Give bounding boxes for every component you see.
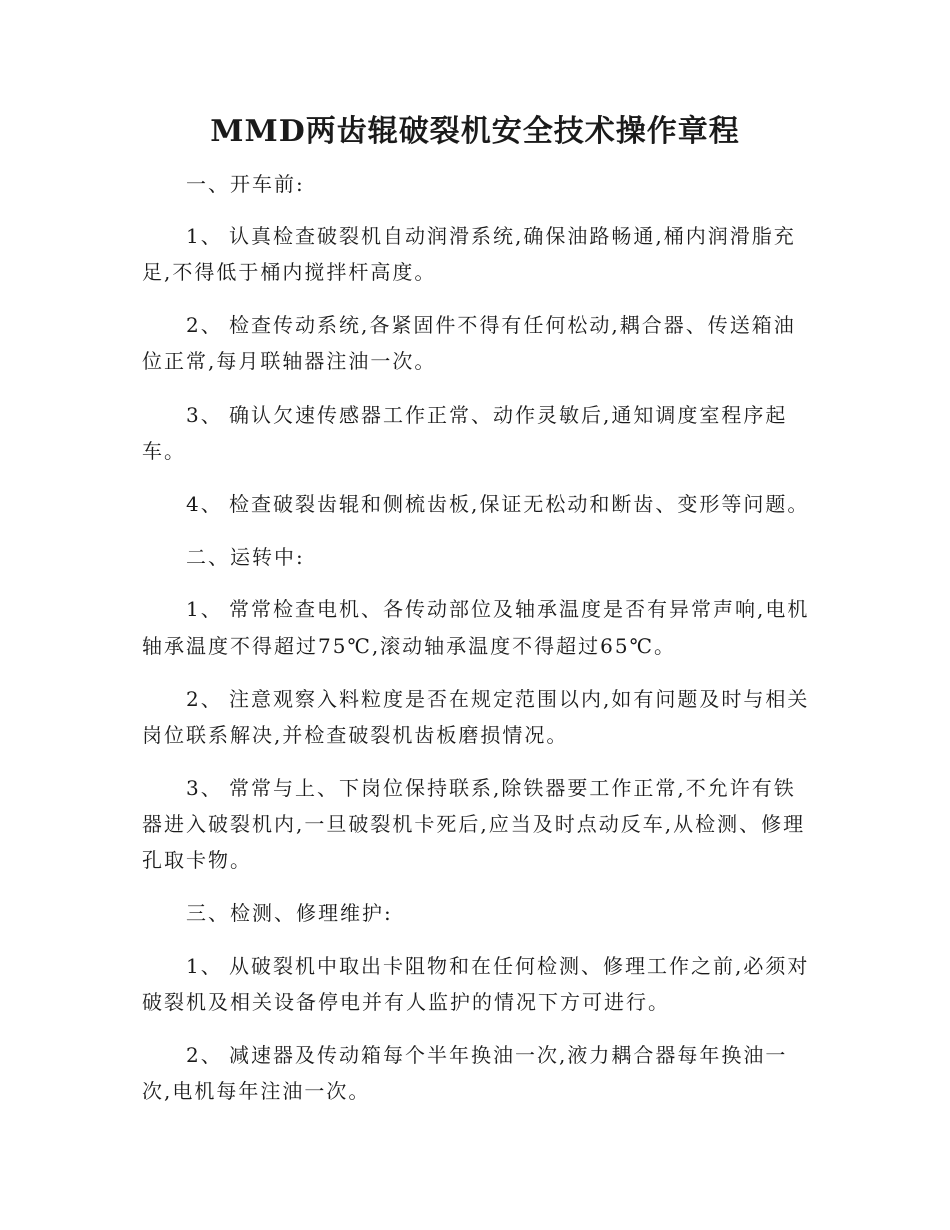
item-number: 4、 [186,492,223,516]
item-text: 确认欠速传感器工作正常、动作灵敏后,通知调度室程序起 [229,403,788,427]
section-heading: 三、检测、修理维护: [186,901,393,925]
item-text: 认真检查破裂机自动润滑系统,确保油路畅通,桶内润滑脂充 [229,224,796,248]
list-item [186,222,796,250]
item-text-continued: 足,不得低于桶内搅拌杆高度。 [142,260,437,284]
item-text-continued: 轴承温度不得超过75℃,滚动轴承温度不得超过65℃。 [142,634,677,658]
list-item [186,311,796,339]
item-text: 减速器及传动箱每个半年换油一次,液力耦合器每年换油一 [229,1043,788,1067]
item-text-continued: 岗位联系解决,并检查破裂机齿板磨损情况。 [142,723,569,747]
item-text: 常常与上、下岗位保持联系,除铁器要工作正常,不允许有铁 [229,776,796,800]
item-number: 1、 [186,954,223,978]
section-heading: 一、开车前: [186,172,305,196]
list-item [186,490,809,518]
section-heading: 二、运转中: [186,545,305,569]
item-number: 2、 [186,1043,223,1067]
list-item [186,401,787,429]
item-text-continued: 破裂机及相关设备停电并有人监护的情况下方可进行。 [142,990,670,1014]
item-text-continued: 位正常,每月联轴器注油一次。 [142,349,437,373]
list-item [186,595,809,623]
item-number: 3、 [186,776,223,800]
item-text-continued: 次,电机每年注油一次。 [142,1079,371,1103]
list-item [186,952,809,980]
item-text: 注意观察入料粒度是否在规定范围以内,如有问题及时与相关 [229,687,810,711]
item-text: 检查传动系统,各紧固件不得有任何松动,耦合器、传送箱油 [229,313,796,337]
item-number: 2、 [186,313,223,337]
item-text-continued: 孔取卡物。 [142,848,252,872]
item-number: 3、 [186,403,223,427]
item-text: 从破裂机中取出卡阻物和在任何检测、修理工作之前,必须对 [229,954,810,978]
document-title: MMD两齿辊破裂机安全技术操作章程 [210,114,740,149]
list-item [186,1041,787,1069]
list-item [186,774,796,802]
item-number: 2、 [186,687,223,711]
item-text: 检查破裂齿辊和侧梳齿板,保证无松动和断齿、变形等问题。 [229,492,810,516]
list-item [186,685,809,713]
item-number: 1、 [186,224,223,248]
item-text: 常常检查电机、各传动部位及轴承温度是否有异常声响,电机 [229,597,810,621]
item-text-continued: 器进入破裂机内,一旦破裂机卡死后,应当及时点动反车,从检测、修理 [142,812,806,836]
item-text-continued: 车。 [142,439,186,463]
item-number: 1、 [186,597,223,621]
